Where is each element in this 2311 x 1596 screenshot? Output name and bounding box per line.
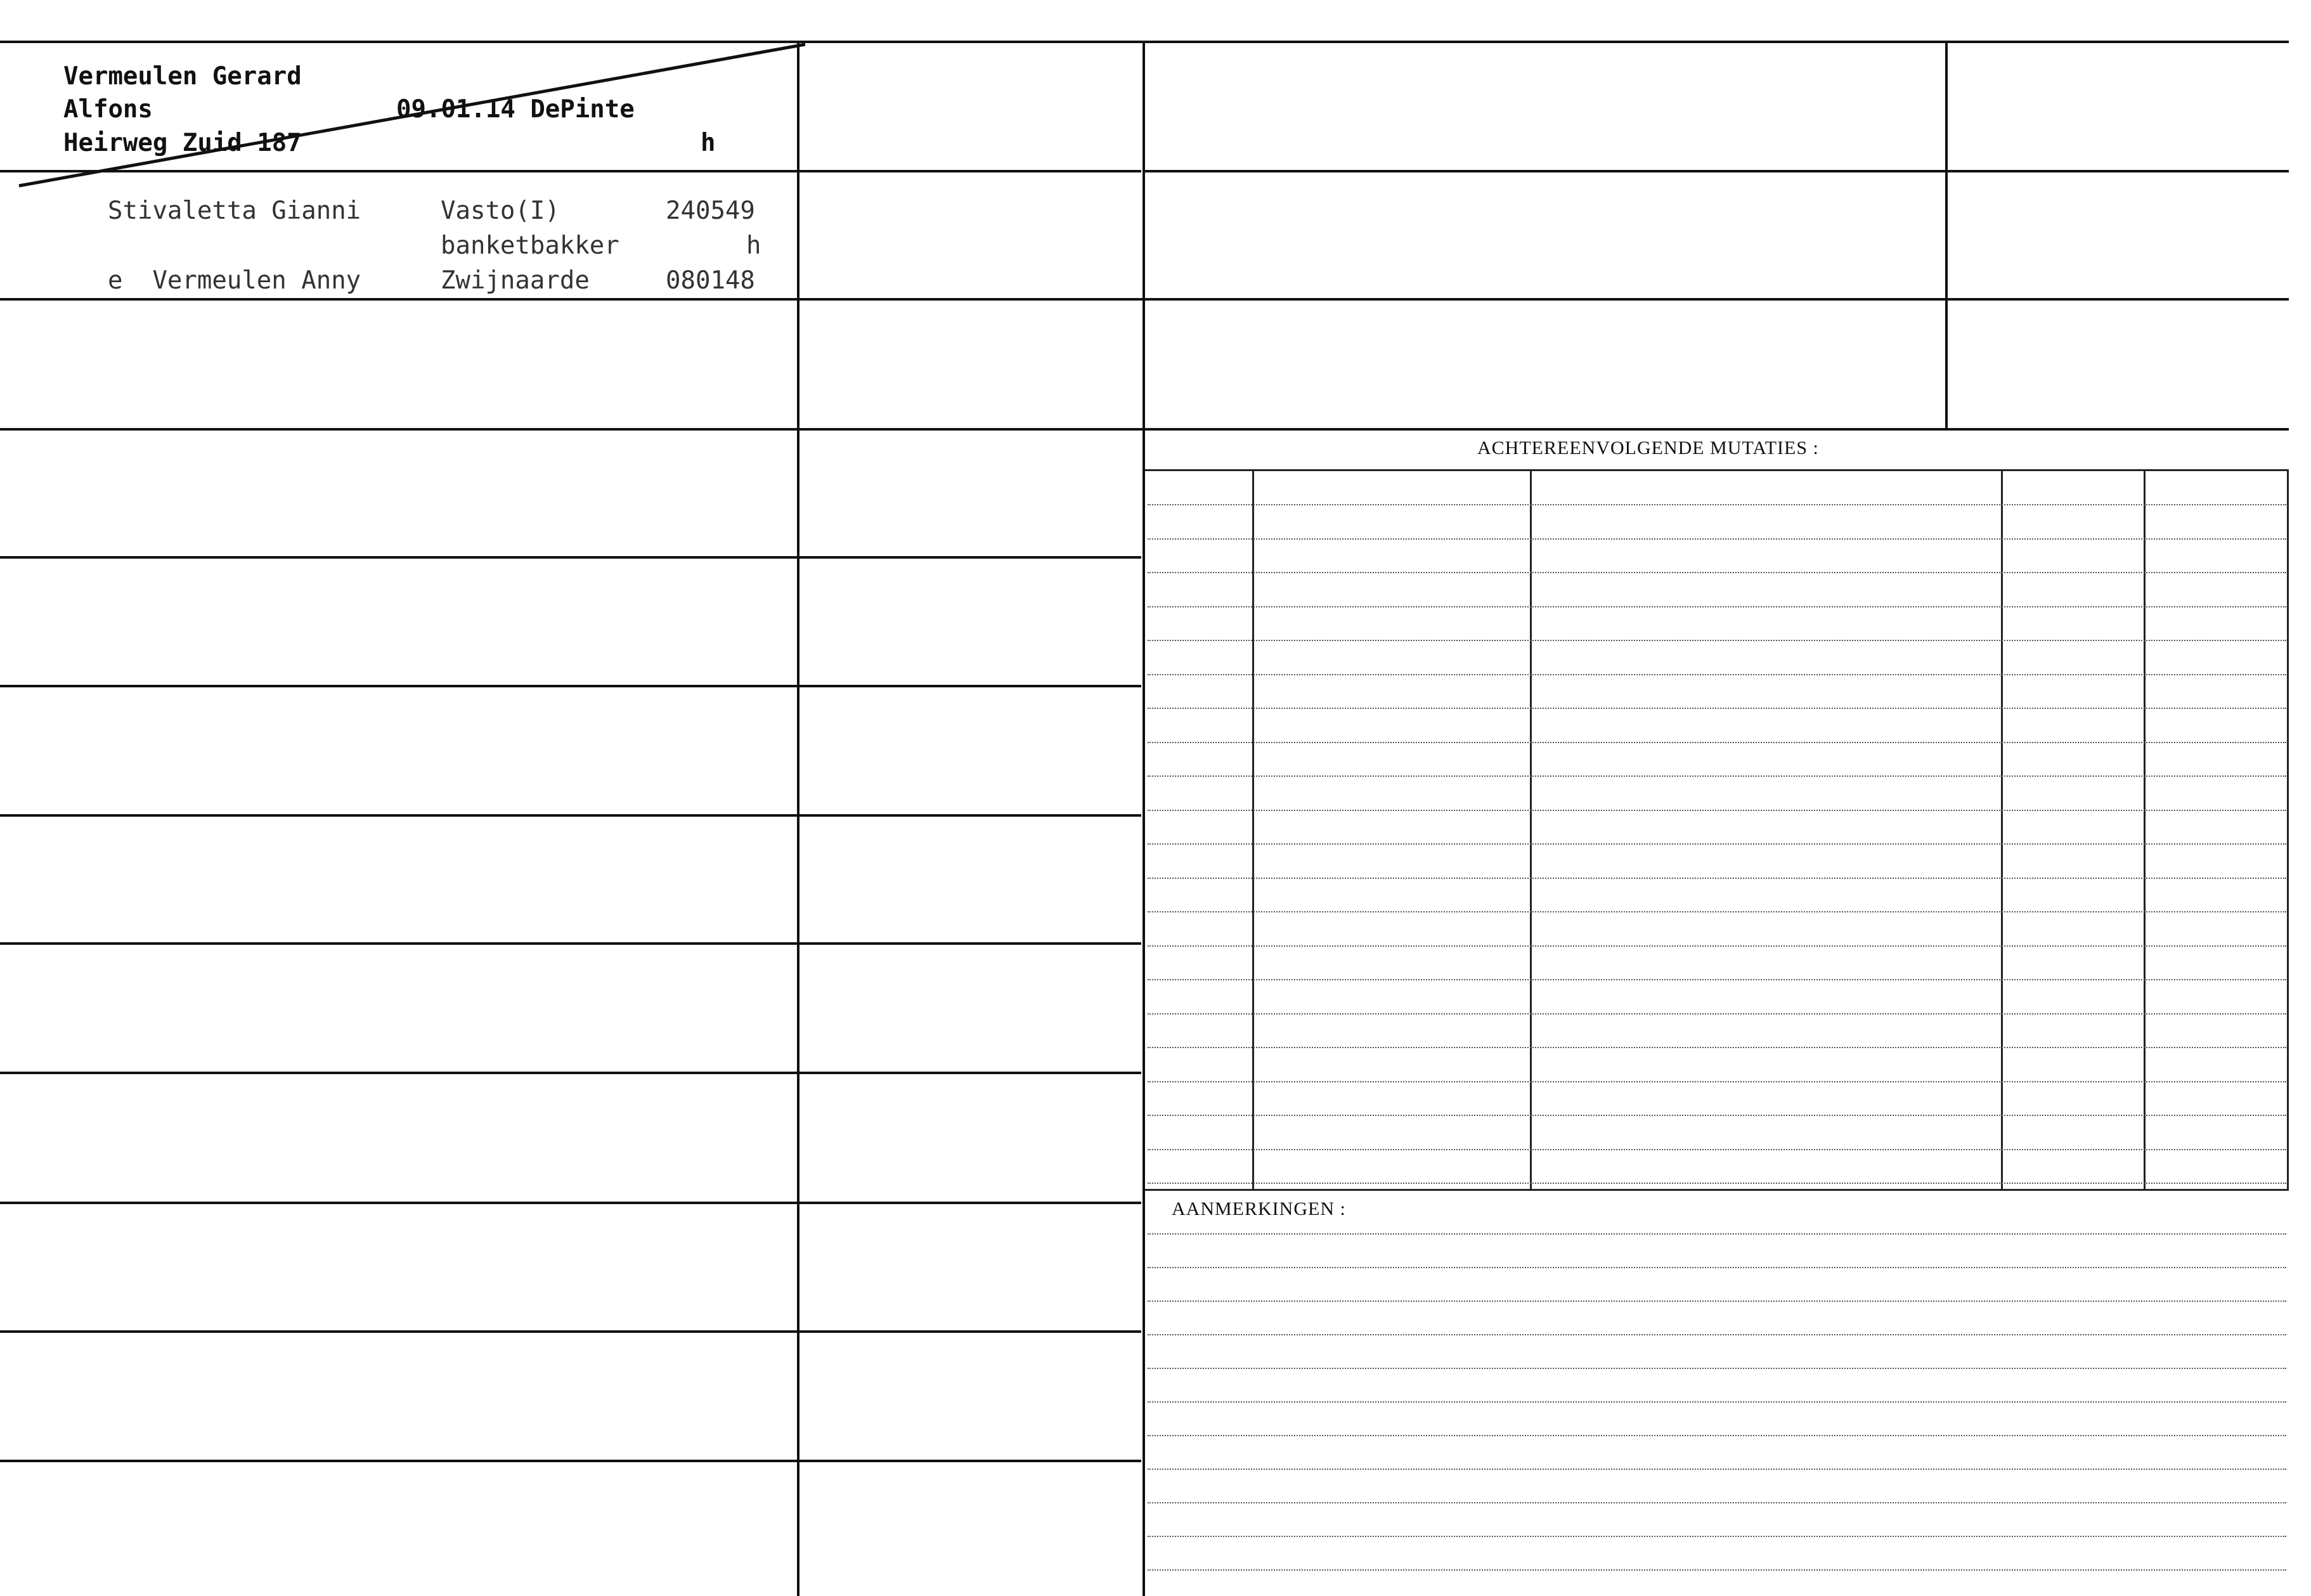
row-divider <box>0 1460 1141 1462</box>
mutations-row-line <box>1148 538 2286 540</box>
mutations-col <box>2144 469 2146 1191</box>
household-member-2: e Vermeulen Anny <box>108 266 361 295</box>
remarks-row-line <box>1148 1301 2286 1302</box>
mutations-row-line <box>1148 775 2286 777</box>
mutations-row-line <box>1148 843 2286 845</box>
remarks-row-line <box>1148 1536 2286 1537</box>
row-divider <box>0 814 1141 817</box>
birth-place-2: Zwijnaarde <box>441 266 590 295</box>
mutations-row-line <box>1148 1047 2286 1048</box>
mutations-row-line <box>1148 742 2286 743</box>
mutations-col <box>1530 469 1532 1191</box>
entry-marker-2: h <box>746 231 761 260</box>
mutations-row-line <box>1148 1013 2286 1015</box>
remarks-heading: AANMERKINGEN : <box>1172 1198 1346 1219</box>
birth-date-2: 080148 <box>666 266 755 295</box>
row-divider <box>0 1202 1141 1204</box>
remarks-row-line <box>1148 1267 2286 1268</box>
mutations-row-line <box>1148 606 2286 607</box>
column-divider <box>797 41 799 1596</box>
birth-date-1: 240549 <box>666 197 755 225</box>
occupation: banketbakker <box>441 231 619 260</box>
column-divider <box>1143 41 1145 1596</box>
mutations-row-line <box>1148 945 2286 947</box>
row-divider <box>0 685 1141 687</box>
row-divider <box>0 942 1141 945</box>
row-divider <box>0 1072 1141 1074</box>
household-member-1: Stivaletta Gianni <box>108 197 361 225</box>
strike-through-line <box>0 0 2311 190</box>
mutations-row-line <box>1148 674 2286 675</box>
remarks-row-line <box>1148 1502 2286 1503</box>
row-divider <box>0 1330 1141 1333</box>
entry-address: Heirweg Zuid 187 <box>63 129 302 157</box>
mutations-row-line <box>1148 911 2286 912</box>
mutations-table-bottom <box>1145 1189 2289 1191</box>
entry-marker: h <box>701 129 716 157</box>
birth-place-1: Vasto(I) <box>441 197 560 225</box>
remarks-row-line <box>1148 1368 2286 1369</box>
remarks-row-line <box>1148 1334 2286 1335</box>
row-divider <box>0 556 1141 559</box>
mutations-table-top <box>1145 469 2289 471</box>
remarks-row-line <box>1148 1469 2286 1470</box>
mutations-row-line <box>1148 708 2286 709</box>
mutations-row-line <box>1148 1183 2286 1184</box>
mutations-row-line <box>1148 1149 2286 1150</box>
mutations-col <box>1252 469 1254 1191</box>
entry-name-line2: Alfons <box>63 95 153 124</box>
remarks-row-line <box>1148 1401 2286 1403</box>
mutations-row-line <box>1148 572 2286 573</box>
mutations-row-line <box>1148 810 2286 811</box>
mutations-heading: ACHTEREENVOLGENDE MUTATIES : <box>1477 438 1819 458</box>
remarks-row-line <box>1148 1569 2286 1571</box>
mutations-row-line <box>1148 1081 2286 1082</box>
mutations-row-line <box>1148 979 2286 980</box>
mutations-col <box>2287 469 2289 1191</box>
mutations-row-line <box>1148 504 2286 505</box>
entry-name-line1: Vermeulen Gerard <box>63 62 302 91</box>
mutations-row-line <box>1148 640 2286 641</box>
mutations-row-line <box>1148 878 2286 879</box>
mutations-col <box>2001 469 2003 1191</box>
remarks-row-line <box>1148 1233 2286 1235</box>
remarks-row-line <box>1148 1435 2286 1436</box>
entry-birth-date-place: 09.01.14 DePinte <box>396 95 635 124</box>
mutations-row-line <box>1148 1115 2286 1116</box>
